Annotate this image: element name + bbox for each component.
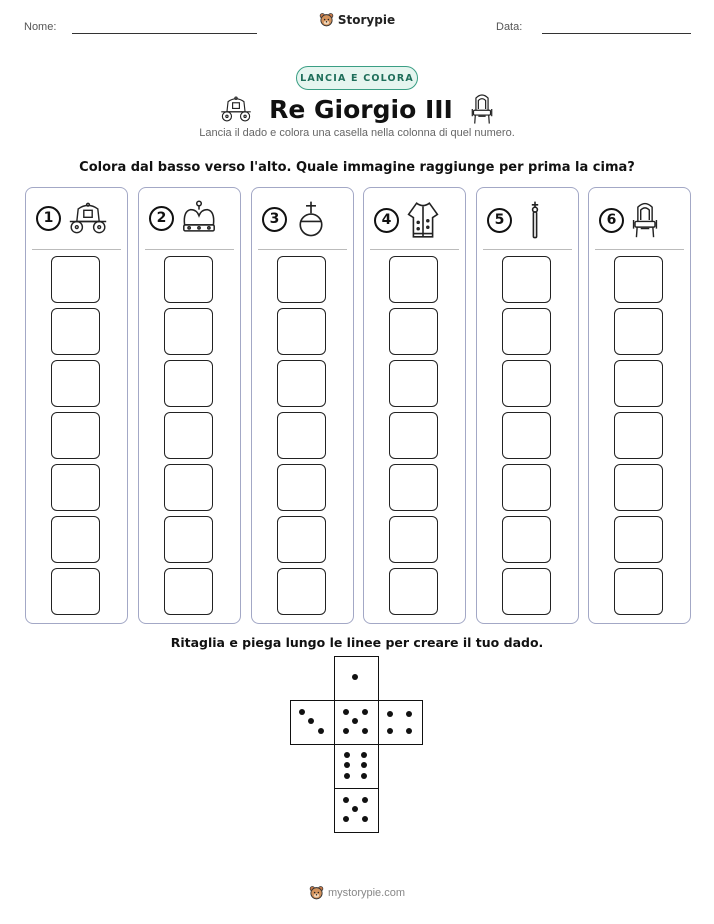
die-pip: [343, 816, 349, 822]
die-pip: [343, 709, 349, 715]
die-pip: [362, 709, 368, 715]
color-box[interactable]: [502, 464, 551, 511]
column-4: [363, 187, 466, 624]
color-box[interactable]: [389, 464, 438, 511]
column-header: [599, 200, 660, 240]
color-box[interactable]: [389, 516, 438, 563]
color-box[interactable]: [614, 412, 663, 459]
die-pip: [352, 674, 358, 680]
color-box[interactable]: [389, 412, 438, 459]
die-pip: [362, 816, 368, 822]
die-pip: [362, 728, 368, 734]
die-pip: [352, 718, 358, 724]
column-divider: [258, 249, 347, 250]
column-header: [149, 200, 218, 236]
instruction: Colora dal basso verso l'alto. Quale immagine raggiunge per prima la cima?: [79, 160, 635, 175]
carriage-icon: [67, 200, 109, 236]
activity-badge: [296, 66, 418, 90]
brand-logo: [0, 12, 714, 27]
box-stack: [164, 256, 213, 620]
color-box[interactable]: [502, 568, 551, 615]
column-divider: [145, 249, 234, 250]
title-row: [0, 92, 714, 126]
column-3: [251, 187, 354, 624]
orb-icon: [293, 200, 329, 238]
die-pip: [406, 711, 412, 717]
column-2: [138, 187, 241, 624]
bear-logo-icon: [319, 12, 334, 27]
color-box[interactable]: [51, 256, 100, 303]
color-box[interactable]: [614, 360, 663, 407]
color-box[interactable]: [164, 412, 213, 459]
die-pip: [344, 773, 350, 779]
activity-badge-label: LANCIA E COLORA: [300, 72, 414, 84]
color-box[interactable]: [614, 256, 663, 303]
cut-instruction: Ritaglia e piega lungo le linee per creare il tuo dado.: [170, 635, 544, 650]
column-header: [36, 200, 109, 236]
color-box[interactable]: [389, 568, 438, 615]
die-pip: [387, 728, 393, 734]
die-pip: [352, 806, 358, 812]
color-box[interactable]: [51, 516, 100, 563]
color-box[interactable]: [164, 308, 213, 355]
die-face-5: [334, 700, 379, 745]
color-box[interactable]: [51, 412, 100, 459]
column-6: [588, 187, 691, 624]
color-box[interactable]: [614, 464, 663, 511]
die-pip: [361, 752, 367, 758]
die-pip: [344, 762, 350, 768]
name-line[interactable]: [72, 33, 257, 34]
die-pip: [308, 718, 314, 724]
throne-icon: [469, 92, 495, 126]
column-5: [476, 187, 579, 624]
footer-site: mystorypie.com: [327, 886, 406, 899]
die-pip: [362, 797, 368, 803]
column-divider: [32, 249, 121, 250]
box-stack: [51, 256, 100, 620]
column-number: 5: [487, 208, 512, 233]
color-box[interactable]: [51, 308, 100, 355]
color-box[interactable]: [389, 308, 438, 355]
color-box[interactable]: [614, 308, 663, 355]
color-box[interactable]: [51, 568, 100, 615]
color-box[interactable]: [164, 516, 213, 563]
die-pip: [343, 728, 349, 734]
column-header: [374, 200, 441, 240]
name-label: Nome:: [24, 21, 57, 33]
color-box[interactable]: [277, 464, 326, 511]
die-face-5b: [334, 788, 379, 833]
column-1: [25, 187, 128, 624]
color-box[interactable]: [164, 464, 213, 511]
carriage-icon: [219, 94, 253, 124]
die-pip: [299, 709, 305, 715]
color-box[interactable]: [502, 412, 551, 459]
die-face-3: [290, 700, 335, 745]
die-pip: [344, 752, 350, 758]
color-box[interactable]: [51, 464, 100, 511]
die-pip: [343, 797, 349, 803]
brand-name: Storypie: [337, 12, 396, 27]
die-pip: [387, 711, 393, 717]
column-number: 4: [374, 208, 399, 233]
date-label: Data:: [496, 21, 523, 33]
color-box[interactable]: [277, 516, 326, 563]
column-divider: [370, 249, 459, 250]
color-box[interactable]: [164, 256, 213, 303]
color-box[interactable]: [502, 360, 551, 407]
column-number: 1: [36, 206, 61, 231]
color-box[interactable]: [277, 412, 326, 459]
box-stack: [277, 256, 326, 620]
color-box[interactable]: [389, 360, 438, 407]
color-box[interactable]: [277, 308, 326, 355]
column-divider: [483, 249, 572, 250]
color-box[interactable]: [614, 568, 663, 615]
color-box[interactable]: [389, 256, 438, 303]
throne-icon: [630, 200, 660, 240]
die-face-6: [334, 744, 379, 789]
die-pip: [318, 728, 324, 734]
column-header: [262, 200, 329, 238]
color-box[interactable]: [502, 308, 551, 355]
page-title: Re Giorgio III: [269, 94, 453, 124]
date-line[interactable]: [542, 33, 691, 34]
crown-icon: [180, 200, 218, 236]
color-box[interactable]: [277, 360, 326, 407]
color-box[interactable]: [164, 360, 213, 407]
color-box[interactable]: [502, 516, 551, 563]
color-box[interactable]: [277, 568, 326, 615]
die-pip: [361, 773, 367, 779]
column-header: [487, 200, 552, 240]
die-pip: [361, 762, 367, 768]
box-stack: [614, 256, 663, 620]
footer: [0, 885, 714, 900]
column-divider: [595, 249, 684, 250]
column-number: 6: [599, 208, 624, 233]
royal-robe-icon: [405, 200, 441, 240]
die-pip: [406, 728, 412, 734]
color-box[interactable]: [164, 568, 213, 615]
box-stack: [502, 256, 551, 620]
column-number: 3: [262, 207, 287, 232]
color-box[interactable]: [51, 360, 100, 407]
die-face-1: [334, 656, 379, 701]
scepter-icon: [518, 200, 552, 240]
color-box[interactable]: [277, 256, 326, 303]
color-box[interactable]: [614, 516, 663, 563]
die-face-2: [378, 700, 423, 745]
subtitle: Lancia il dado e colora una casella nella colonna di quel numero.: [199, 127, 515, 139]
box-stack: [389, 256, 438, 620]
column-number: 2: [149, 206, 174, 231]
color-box[interactable]: [502, 256, 551, 303]
bear-logo-icon: [309, 885, 324, 900]
